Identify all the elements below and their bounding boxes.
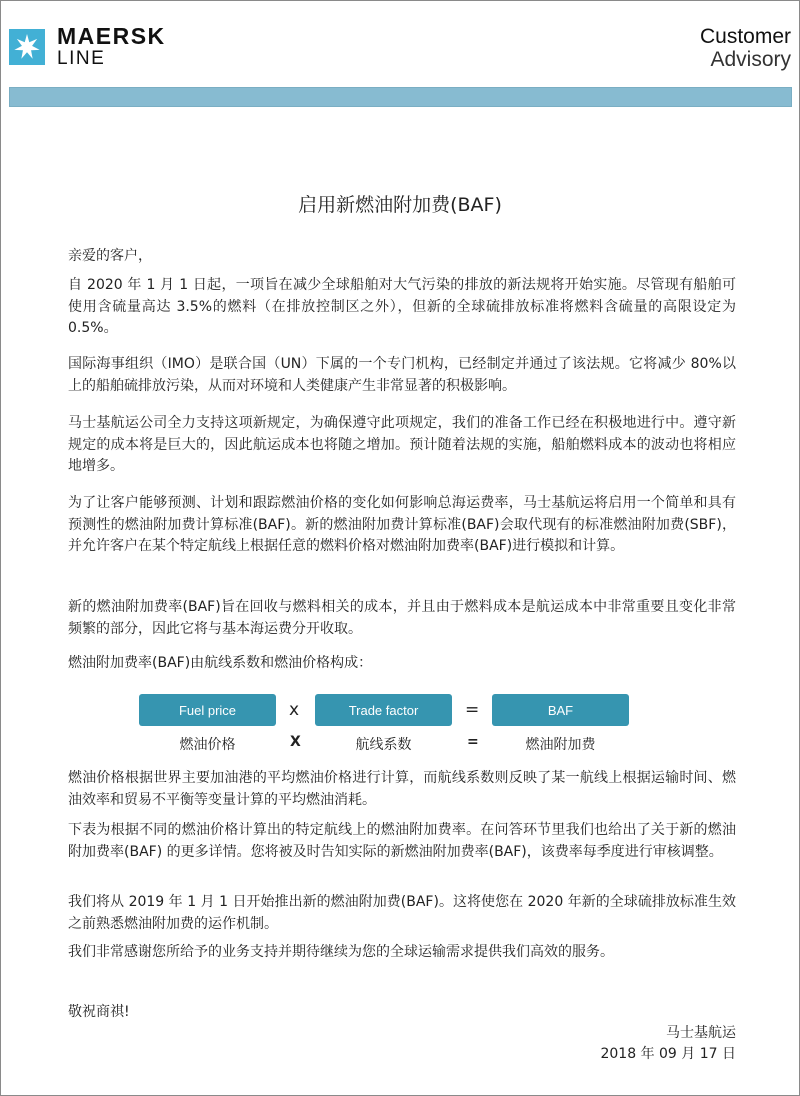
trade-factor-label: 航线系数 — [355, 737, 412, 753]
advisory-line-2: Advisory — [710, 48, 791, 71]
paragraph-2: 国际海事组织（IMO）是联合国（UN）下属的一个专门机构，已经制定并通过了该法规。它将减少 80%以上的船舶硫排放污染，从而对环境和人类健康产生非常显著的积极影响。 — [68, 356, 736, 394]
fuel-price-box: Fuel price — [139, 694, 276, 726]
signature-company: 马士基航运 — [666, 1025, 736, 1041]
advisory-line-1: Customer — [699, 25, 791, 48]
equals-label: = — [467, 734, 479, 750]
brand-name: MAERSK — [57, 23, 166, 49]
paragraph-4: 为了让客户能够预测、计划和跟踪燃油价格的变化如何影响总海运费率，马士基航运将启用一个简单和具有预测性的燃油附加费计算标准(BAF)。新的燃油附加费计算标准(BAF)会取代现有的标准燃油附加费(SBF)，并允许客户在某个特定航线上根据任意的燃料价格对燃油附加费率(BAF)进行模拟和计算。 — [68, 495, 736, 554]
brand-subname: LINE — [57, 48, 106, 69]
baf-formula — [139, 694, 659, 726]
baf-label: 燃油附加费 — [525, 737, 596, 753]
paragraph-5: 新的燃油附加费率(BAF)旨在回收与燃料相关的成本，并且由于燃料成本是航运成本中非常重要且变化非常频繁的部分，因此它将与基本海运费分开收取。 — [68, 599, 736, 637]
fuel-price-label: 燃油价格 — [179, 737, 236, 753]
multiply-label: X — [290, 734, 301, 750]
page-title: 启用新燃油附加费(BAF) — [298, 194, 502, 216]
closing: 敬祝商祺! — [68, 1004, 130, 1020]
logo-box — [9, 29, 45, 65]
seven-point-star-icon — [12, 32, 42, 62]
brand-text — [57, 25, 166, 68]
paragraph-6: 燃油附加费率(BAF)由航线系数和燃油价格构成： — [68, 655, 373, 671]
paragraph-8: 下表为根据不同的燃油价格计算出的特定航线上的燃油附加费率。在问答环节里我们也给出了关于新的燃油附加费率(BAF) 的更多详情。您将被及时告知实际的新燃油附加费率(BAF)，该费率每季度进行审核调整。 — [68, 822, 736, 860]
trade-factor-box: Trade factor — [315, 694, 452, 726]
maersk-logo — [9, 25, 166, 68]
paragraph-1: 自 2020 年 1 月 1 日起，一项旨在减少全球船舶对大气污染的排放的新法规将开始实施。尽管现有船舶可使用含硫量高达 3.5%的燃料（在排放控制区之外），但新的全球硫排放标准将燃料含硫量的高限设定为 0.5%。 — [68, 277, 736, 336]
greeting: 亲爱的客户， — [68, 248, 152, 264]
multiply-operator: x — [289, 700, 300, 720]
header-band — [9, 87, 792, 107]
formula-labels — [139, 734, 659, 756]
paragraph-3: 马士基航运公司全力支持这项新规定，为确保遵守此项规定，我们的准备工作已经在积极地进行中。遵守新规定的成本将是巨大的，因此航运成本也将随之增加。预计随着法规的实施，船舶燃料成本的波动也将相应地增多。 — [68, 415, 736, 474]
paragraph-7: 燃油价格根据世界主要加油港的平均燃油价格进行计算，而航线系数则反映了某一航线上根据运输时间、燃油效率和贸易不平衡等变量计算的平均燃油消耗。 — [68, 770, 736, 808]
paragraph-10: 我们非常感谢您所给予的业务支持并期待继续为您的全球运输需求提供我们高效的服务。 — [68, 944, 614, 960]
signature-date: 2018 年 09 月 17 日 — [600, 1046, 736, 1062]
baf-box: BAF — [492, 694, 629, 726]
equals-operator: = — [465, 700, 480, 720]
paragraph-9: 我们将从 2019 年 1 月 1 日开始推出新的燃油附加费(BAF)。这将使您在 2020 年新的全球硫排放标准生效之前熟悉燃油附加费的运作机制。 — [68, 894, 736, 932]
document-type — [700, 25, 791, 71]
